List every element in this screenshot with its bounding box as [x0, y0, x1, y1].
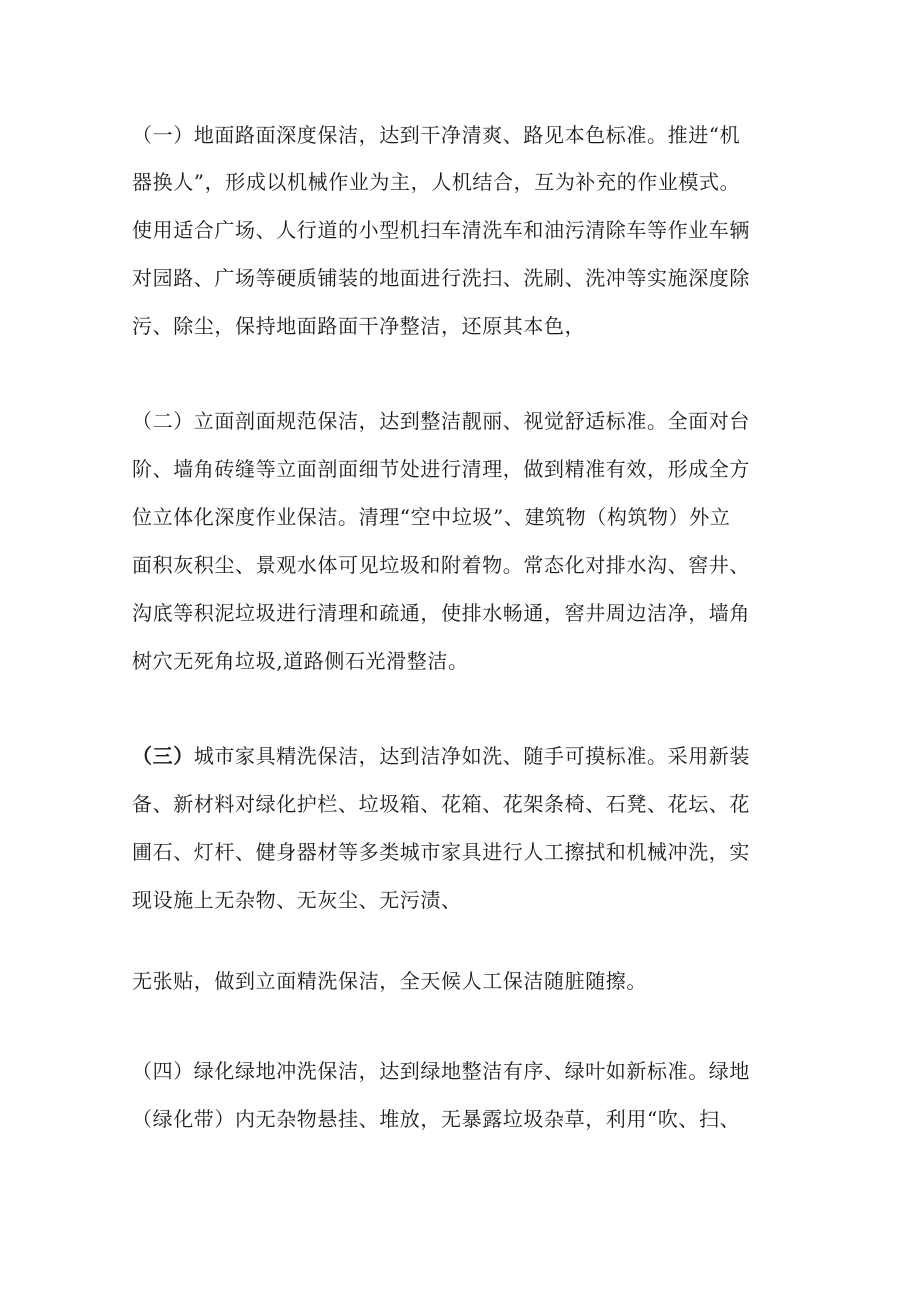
paragraph-3-line-2: 备、新材料对绿化护栏、垃圾箱、花箱、花架条椅、石凳、花坛、花 — [132, 792, 750, 816]
paragraph-3-line-3: 圃石、灯杆、健身器材等多类城市家具进行人工擦拭和机械冲洗，实 — [132, 840, 750, 864]
paragraph-2-line-2: 阶、墙角砖缝等立面剖面细节处进行清理，做到精准有效，形成全方 — [132, 457, 750, 481]
paragraph-3-lead: （三） — [132, 744, 194, 768]
paragraph-1-line-2: 器换人”，形成以机械作业为主，人机结合，互为补充的作业模式。 — [132, 170, 741, 194]
paragraph-3b-line-1: 无张贴，做到立面精洗保洁，全天候人工保洁随脏随擦。 — [132, 969, 647, 993]
paragraph-2-line-1: （二）立面剖面规范保洁，达到整洁靓丽、视觉舒适标准。全面对台 — [132, 409, 750, 433]
paragraph-4-line-2: （绿化带）内无杂物悬挂、堆放，无暴露垃圾杂草，利用“吹、扫、 — [132, 1107, 741, 1131]
paragraph-2-line-3: 位立体化深度作业保洁。清理“空中垃圾”、建筑物（构筑物）外立 — [132, 505, 731, 529]
paragraph-1-line-1: （一）地面路面深度保洁，达到干净清爽、路见本色标准。推进“机 — [132, 123, 741, 147]
paragraph-2-line-6: 树穴无死角垃圾,道路侧石光滑整洁。 — [132, 649, 469, 673]
paragraph-3-line-1 — [132, 742, 804, 770]
paragraph-1-line-4: 对园路、广场等硬质铺装的地面进行洗扫、洗刷、洗冲等实施深度除 — [132, 266, 750, 290]
paragraph-3-line-1-text: 城市家具精洗保洁，达到洁净如洗、随手可摸标准。采用新装 — [193, 744, 751, 768]
paragraph-1-line-3: 使用适合广场、人行道的小型机扫车清洗车和油污清除车等作业车辆 — [132, 218, 750, 242]
paragraph-4-line-1: （四）绿化绿地冲洗保洁，达到绿地整洁有序、绿叶如新标准。绿地 — [132, 1059, 750, 1083]
paragraph-2-line-5: 沟底等积泥垃圾进行清理和疏通，使排水畅通，窖井周边洁净，墙角 — [132, 601, 750, 625]
paragraph-1-line-5: 污、除尘，保持地面路面干净整洁，还原其本色， — [132, 314, 586, 338]
paragraph-3-line-4: 现设施上无杂物、无灰尘、无污渍、 — [132, 888, 462, 912]
paragraph-2-line-4: 面积灰积尘、景观水体可见垃圾和附着物。常态化对排水沟、窖井、 — [132, 553, 750, 577]
